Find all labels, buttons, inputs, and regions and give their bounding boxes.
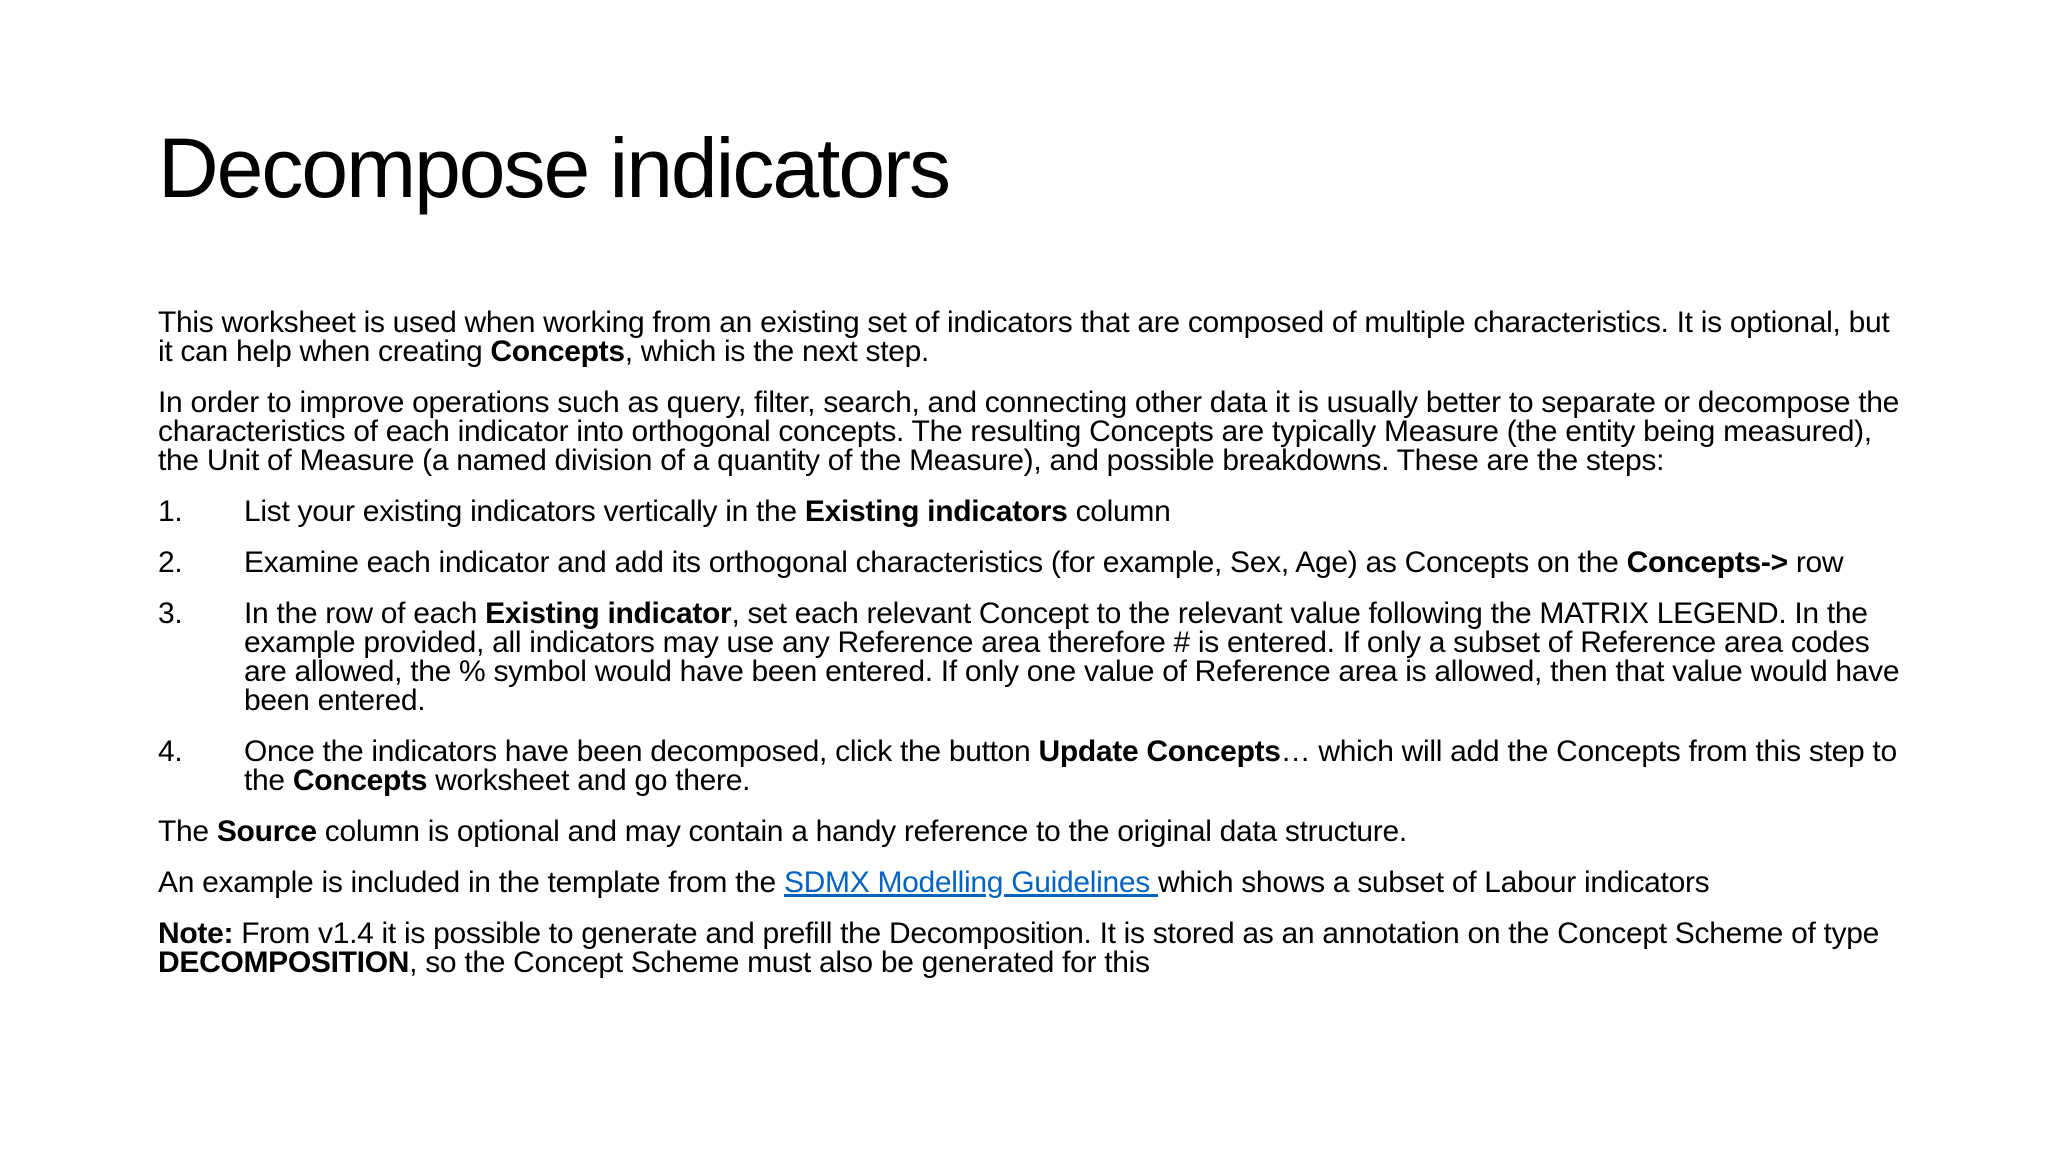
step-text-end: worksheet and go there. <box>427 764 751 797</box>
steps-list <box>158 497 1910 795</box>
source-paragraph <box>158 817 1910 846</box>
intro-paragraph-1 <box>158 308 1910 366</box>
step-bold: Update Concepts <box>1038 735 1281 768</box>
step-number: 4. <box>158 735 183 768</box>
note-paragraph <box>158 919 1910 977</box>
step-bold-concepts: Concepts <box>292 764 428 797</box>
step-bold: Concepts-> <box>1626 546 1788 579</box>
step-bold: Existing indicator <box>485 597 732 630</box>
example-paragraph <box>158 868 1910 897</box>
intro-text: This worksheet is used when working from an existing set of indicators that are composed of multiple characteristics. It is optional, but it can help when creating <box>158 306 1890 368</box>
step-item-4 <box>158 737 1910 795</box>
step-text-middle: … which will add the Concepts from this step to the <box>244 735 1897 797</box>
example-text-end: which shows a subset of Labour indicators <box>1158 866 1710 899</box>
step-text: In the row of each <box>244 597 486 630</box>
note-text: From v1.4 it is possible to generate and prefill the Decomposition. It is stored as an annotation on the Concept Scheme of type <box>233 917 1880 950</box>
step-text: Once the indicators have been decomposed, click the button <box>244 735 1039 768</box>
step-number: 2. <box>158 546 183 579</box>
step-text: Examine each indicator and add its orthogonal characteristics (for example, Sex, Age) as Concepts on the <box>244 546 1627 579</box>
intro-text-end: , which is the next step. <box>624 335 930 368</box>
step-item-1 <box>158 497 1910 526</box>
step-number: 1. <box>158 495 183 528</box>
intro-bold-concepts: Concepts <box>490 335 625 368</box>
step-text-end: row <box>1787 546 1844 579</box>
sdmx-guidelines-link[interactable]: SDMX Modelling Guidelines <box>783 866 1158 899</box>
note-label: Note: <box>158 917 234 950</box>
source-text-end: column is optional and may contain a handy reference to the original data structure. <box>316 815 1407 848</box>
note-bold-decomposition: DECOMPOSITION <box>158 946 410 979</box>
step-number: 3. <box>158 597 183 630</box>
step-text: List your existing indicators vertically in the <box>244 495 805 528</box>
example-text: An example is included in the template from the <box>158 866 784 899</box>
step-text-end: , set each relevant Concept to the relevant value following the MATRIX LEGEND. In the example provided, all indicators may use any Reference area therefore # is entered. If only a subset of Reference area codes are allowed, the % symbol would have been entered. If only one value of Reference area is allowed, then that value would have been entered. <box>244 597 1900 717</box>
step-item-2 <box>158 548 1910 577</box>
slide-body <box>158 308 1910 999</box>
note-text-end: , so the Concept Scheme must also be generated for this <box>409 946 1150 979</box>
slide-title: Decompose indicators <box>158 121 950 215</box>
step-text-end: column <box>1067 495 1171 528</box>
source-text: The <box>158 815 217 848</box>
step-item-3 <box>158 599 1910 715</box>
source-bold: Source <box>216 815 317 848</box>
intro-paragraph-2: In order to improve operations such as query, filter, search, and connecting other data it is usually better to separate or decompose the characteristics of each indicator into orthogonal concepts. The resulting Concepts are typically Measure (the entity being measured), the Unit of Measure (a named division of a quantity of the Measure), and possible breakdowns. These are the steps: <box>158 386 1900 477</box>
step-bold: Existing indicators <box>804 495 1068 528</box>
